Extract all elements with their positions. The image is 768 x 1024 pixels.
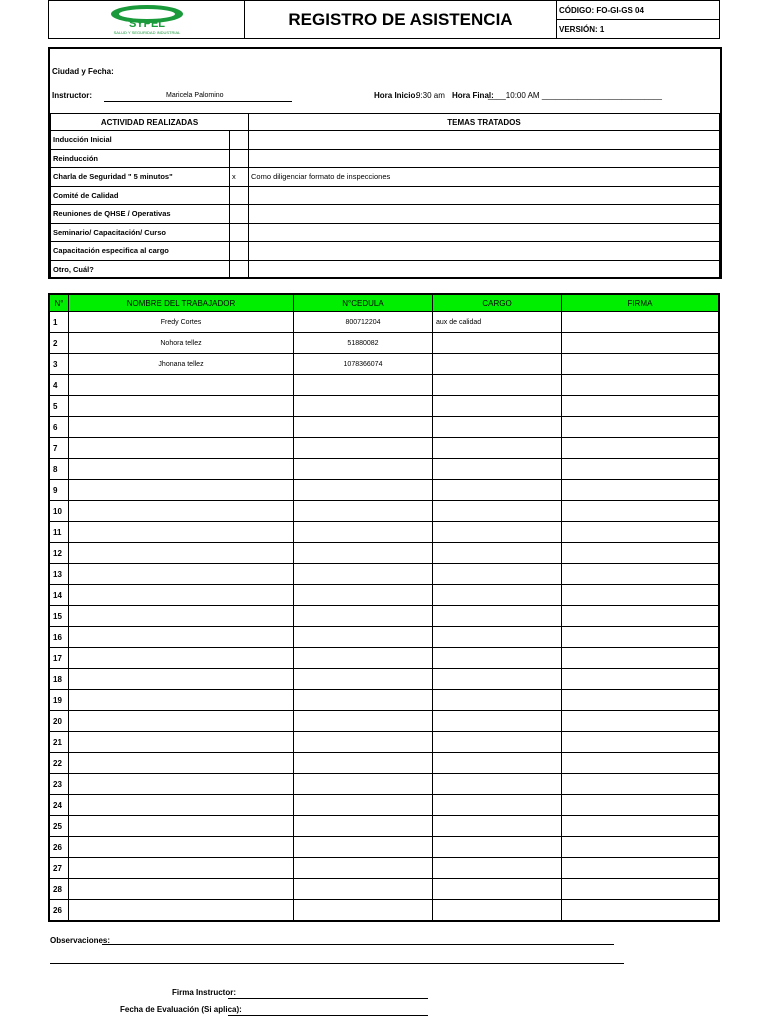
worker-row [49,438,719,459]
worker-firma-cell[interactable] [562,312,720,333]
fecha-evaluacion-field[interactable] [228,1006,428,1016]
worker-firma-cell[interactable] [562,627,720,648]
activity-name: Inducción Inicial [51,131,230,150]
worker-row [49,816,719,837]
worker-cedula-cell[interactable] [294,585,433,606]
worker-number: 5 [49,396,69,417]
worker-name-cell[interactable] [69,858,294,879]
worker-name-cell[interactable] [69,585,294,606]
worker-cedula-cell[interactable] [294,795,433,816]
worker-number: 4 [49,375,69,396]
ciudad-fecha-label: Ciudad y Fecha: [52,67,114,76]
activity-name: Charla de Seguridad " 5 minutos" [51,168,230,187]
worker-number: 14 [49,585,69,606]
worker-row [49,606,719,627]
worker-row [49,417,719,438]
worker-cargo-cell[interactable] [433,585,562,606]
firma-instructor-field[interactable] [228,989,428,999]
worker-name-cell[interactable] [69,879,294,900]
worker-number: 20 [49,711,69,732]
worker-name-cell[interactable] [69,690,294,711]
worker-cargo-cell[interactable] [433,459,562,480]
hora-final-value[interactable]: ____10:00 AM ___________________________ [488,91,662,100]
worker-name-cell[interactable] [69,900,294,922]
activity-mark-cell[interactable] [230,205,249,224]
worker-row [49,753,719,774]
sypel-logo [102,2,192,36]
worker-number: 21 [49,732,69,753]
worker-cargo-cell[interactable] [433,669,562,690]
worker-number: 22 [49,753,69,774]
worker-number: 16 [49,627,69,648]
worker-name-cell[interactable] [69,669,294,690]
worker-cargo-cell[interactable] [433,396,562,417]
worker-cedula-cell[interactable] [294,606,433,627]
worker-firma-cell[interactable] [562,606,720,627]
activities-table [50,113,720,279]
worker-row [49,837,719,858]
worker-number: 23 [49,774,69,795]
logo-cell [49,1,245,39]
activities-col-actividad: ACTIVIDAD REALIZADAS [51,114,249,131]
worker-name-cell[interactable] [69,480,294,501]
worker-firma-cell[interactable] [562,396,720,417]
worker-number: 18 [49,669,69,690]
worker-cargo-cell[interactable] [433,438,562,459]
worker-firma-cell[interactable] [562,858,720,879]
worker-name-cell[interactable] [69,501,294,522]
worker-firma-cell[interactable] [562,879,720,900]
fecha-evaluacion-label: Fecha de Evaluación (Si aplica): [120,1005,242,1014]
worker-number: 15 [49,606,69,627]
observaciones-line-2[interactable] [50,954,624,964]
worker-cedula-cell[interactable] [294,375,433,396]
worker-row [49,312,719,333]
activity-row [51,186,720,205]
worker-row [49,795,719,816]
worker-cedula-cell[interactable] [294,501,433,522]
worker-row [49,879,719,900]
firma-instructor-label: Firma Instructor: [172,988,237,997]
worker-cargo-cell[interactable] [433,774,562,795]
worker-cedula-cell[interactable] [294,627,433,648]
activity-mark-cell[interactable] [230,260,249,279]
worker-firma-cell[interactable] [562,354,720,375]
worker-number: 26 [49,837,69,858]
worker-name-cell[interactable] [69,459,294,480]
worker-number: 17 [49,648,69,669]
worker-firma-cell[interactable] [562,690,720,711]
activity-mark-cell[interactable] [230,223,249,242]
worker-cargo-cell[interactable] [433,795,562,816]
worker-cargo-cell[interactable]: aux de calidad [433,312,562,333]
worker-name-cell[interactable] [69,438,294,459]
worker-firma-cell[interactable] [562,732,720,753]
activity-tema-cell[interactable] [249,205,720,224]
worker-cargo-cell[interactable] [433,690,562,711]
worker-number: 1 [49,312,69,333]
worker-row [49,459,719,480]
worker-row [49,396,719,417]
worker-cedula-cell[interactable] [294,900,433,922]
worker-row [49,669,719,690]
worker-cedula-cell[interactable] [294,669,433,690]
worker-cedula-cell[interactable]: 800712204 [294,312,433,333]
worker-name-cell[interactable] [69,837,294,858]
worker-cargo-cell[interactable] [433,837,562,858]
worker-cedula-cell[interactable] [294,711,433,732]
worker-cedula-cell[interactable] [294,816,433,837]
worker-firma-cell[interactable] [562,711,720,732]
worker-row [49,585,719,606]
activity-tema-cell[interactable] [249,186,720,205]
worker-cargo-cell[interactable] [433,858,562,879]
observaciones-line-1[interactable] [102,935,614,945]
workers-header-row [49,294,719,312]
activity-row [51,205,720,224]
worker-name-cell[interactable] [69,543,294,564]
worker-cargo-cell[interactable] [433,753,562,774]
activities-col-temas: TEMAS TRATADOS [249,114,720,131]
activity-mark-cell[interactable] [230,242,249,261]
worker-firma-cell[interactable] [562,417,720,438]
worker-name-cell[interactable] [69,711,294,732]
activity-row [51,168,720,187]
worker-row [49,522,719,543]
worker-number: 3 [49,354,69,375]
worker-name-cell[interactable]: Fredy Cortes [69,312,294,333]
worker-firma-cell[interactable] [562,375,720,396]
worker-number: 25 [49,816,69,837]
activity-tema-cell[interactable] [249,242,720,261]
worker-name-cell[interactable] [69,627,294,648]
worker-name-cell[interactable] [69,417,294,438]
logo-text: SYPEL [128,17,165,30]
activity-mark-cell[interactable] [230,149,249,168]
worker-row [49,375,719,396]
workers-table [48,293,720,922]
worker-firma-cell[interactable] [562,522,720,543]
worker-cedula-cell[interactable] [294,858,433,879]
worker-firma-cell[interactable] [562,501,720,522]
worker-row [49,543,719,564]
worker-number: 6 [49,417,69,438]
worker-number: 19 [49,690,69,711]
worker-cargo-cell[interactable] [433,900,562,922]
activity-mark-cell[interactable]: x [230,168,249,187]
worker-cargo-cell[interactable] [433,543,562,564]
worker-firma-cell[interactable] [562,669,720,690]
worker-cedula-cell[interactable] [294,774,433,795]
worker-name-cell[interactable] [69,732,294,753]
worker-firma-cell[interactable] [562,837,720,858]
worker-firma-cell[interactable] [562,543,720,564]
worker-number: 24 [49,795,69,816]
instructor-field[interactable] [104,92,292,102]
worker-cargo-cell[interactable] [433,417,562,438]
worker-cedula-cell[interactable] [294,459,433,480]
worker-row [49,690,719,711]
worker-cedula-cell[interactable] [294,732,433,753]
worker-cargo-cell[interactable] [433,711,562,732]
worker-row [49,648,719,669]
worker-cedula-cell[interactable] [294,543,433,564]
worker-cedula-cell[interactable] [294,879,433,900]
col-firma: FIRMA [562,294,720,312]
instructor-value: Maricela Palomino [166,92,224,99]
worker-number: 26 [49,900,69,922]
worker-name-cell[interactable] [69,753,294,774]
worker-name-cell[interactable] [69,816,294,837]
activity-row [51,149,720,168]
activities-header-row [51,114,720,131]
activity-name: Reinducción [51,149,230,168]
worker-name-cell[interactable] [69,648,294,669]
worker-name-cell[interactable] [69,774,294,795]
worker-number: 13 [49,564,69,585]
activity-tema-cell[interactable] [249,223,720,242]
worker-row [49,774,719,795]
col-cedula: N°CEDULA [294,294,433,312]
worker-cedula-cell[interactable] [294,396,433,417]
worker-number: 9 [49,480,69,501]
worker-cargo-cell[interactable] [433,480,562,501]
worker-name-cell[interactable] [69,522,294,543]
worker-number: 12 [49,543,69,564]
worker-row [49,480,719,501]
observaciones-label: Observaciones: [50,936,111,945]
worker-cedula-cell[interactable] [294,648,433,669]
activity-name: Reuniones de QHSE / Operativas [51,205,230,224]
worker-firma-cell[interactable] [562,480,720,501]
hora-inicio-value[interactable]: 9:30 am [416,91,445,100]
worker-row [49,711,719,732]
worker-cedula-cell[interactable]: 51880082 [294,333,433,354]
instructor-label: Instructor: [52,91,92,100]
form-header [48,0,720,39]
worker-cedula-cell[interactable] [294,564,433,585]
worker-number: 11 [49,522,69,543]
worker-cargo-cell[interactable] [433,648,562,669]
worker-firma-cell[interactable] [562,585,720,606]
activity-row [51,260,720,279]
worker-number: 2 [49,333,69,354]
worker-cargo-cell[interactable] [433,816,562,837]
worker-firma-cell[interactable] [562,753,720,774]
worker-name-cell[interactable] [69,375,294,396]
worker-firma-cell[interactable] [562,774,720,795]
worker-firma-cell[interactable] [562,564,720,585]
worker-cedula-cell[interactable] [294,753,433,774]
worker-firma-cell[interactable] [562,795,720,816]
worker-firma-cell[interactable] [562,900,720,922]
hora-final-label: Hora Final: [452,91,494,100]
worker-cargo-cell[interactable] [433,333,562,354]
worker-row [49,858,719,879]
worker-row [49,354,719,375]
activity-row [51,223,720,242]
worker-cedula-cell[interactable] [294,690,433,711]
worker-number: 28 [49,879,69,900]
worker-cedula-cell[interactable] [294,522,433,543]
activity-mark-cell[interactable] [230,186,249,205]
hora-inicio-label: Hora Inicio: [374,91,419,100]
worker-firma-cell[interactable] [562,648,720,669]
activity-row [51,242,720,261]
activity-tema-cell[interactable] [249,149,720,168]
worker-name-cell[interactable] [69,795,294,816]
worker-cedula-cell[interactable] [294,438,433,459]
worker-cargo-cell[interactable] [433,879,562,900]
codigo-cell: CÓDIGO: FO-GI-GS 04 [557,1,720,20]
worker-row [49,333,719,354]
worker-cedula-cell[interactable] [294,417,433,438]
worker-firma-cell[interactable] [562,333,720,354]
worker-cargo-cell[interactable] [433,501,562,522]
activity-name: Comité de Calidad [51,186,230,205]
col-nombre: NOMBRE DEL TRABAJADOR [69,294,294,312]
worker-number: 8 [49,459,69,480]
version-cell: VERSIÓN: 1 [557,20,720,39]
activity-mark-cell[interactable] [230,131,249,150]
worker-name-cell[interactable] [69,564,294,585]
worker-name-cell[interactable]: Nohora tellez [69,333,294,354]
worker-cargo-cell[interactable] [433,522,562,543]
worker-row [49,564,719,585]
activity-tema-cell[interactable]: Como diligenciar formato de inspecciones [249,168,720,187]
activity-name: Otro, Cuál? [51,260,230,279]
worker-name-cell[interactable]: Jhonana tellez [69,354,294,375]
worker-cargo-cell[interactable] [433,606,562,627]
activity-name: Seminario/ Capacitación/ Curso [51,223,230,242]
worker-cedula-cell[interactable] [294,480,433,501]
worker-row [49,732,719,753]
worker-cedula-cell[interactable] [294,837,433,858]
worker-row [49,627,719,648]
activity-tema-cell[interactable] [249,260,720,279]
worker-cargo-cell[interactable] [433,375,562,396]
logo-subtext: SALUD Y SEGURIDAD INDUSTRIAL [113,29,180,35]
worker-cargo-cell[interactable] [433,732,562,753]
worker-firma-cell[interactable] [562,438,720,459]
worker-cargo-cell[interactable] [433,627,562,648]
worker-number: 10 [49,501,69,522]
info-box [48,47,722,279]
activity-tema-cell[interactable] [249,131,720,150]
worker-firma-cell[interactable] [562,459,720,480]
worker-number: 27 [49,858,69,879]
worker-name-cell[interactable] [69,606,294,627]
worker-row [49,900,719,922]
activity-name: Capacitación especifica al cargo [51,242,230,261]
worker-row [49,501,719,522]
col-numero: N° [49,294,69,312]
worker-firma-cell[interactable] [562,816,720,837]
col-cargo: CARGO [433,294,562,312]
page-title: REGISTRO DE ASISTENCIA [245,1,557,39]
worker-cargo-cell[interactable] [433,564,562,585]
worker-name-cell[interactable] [69,396,294,417]
worker-cedula-cell[interactable]: 1078366074 [294,354,433,375]
worker-number: 7 [49,438,69,459]
activity-row [51,131,720,150]
worker-cargo-cell[interactable] [433,354,562,375]
